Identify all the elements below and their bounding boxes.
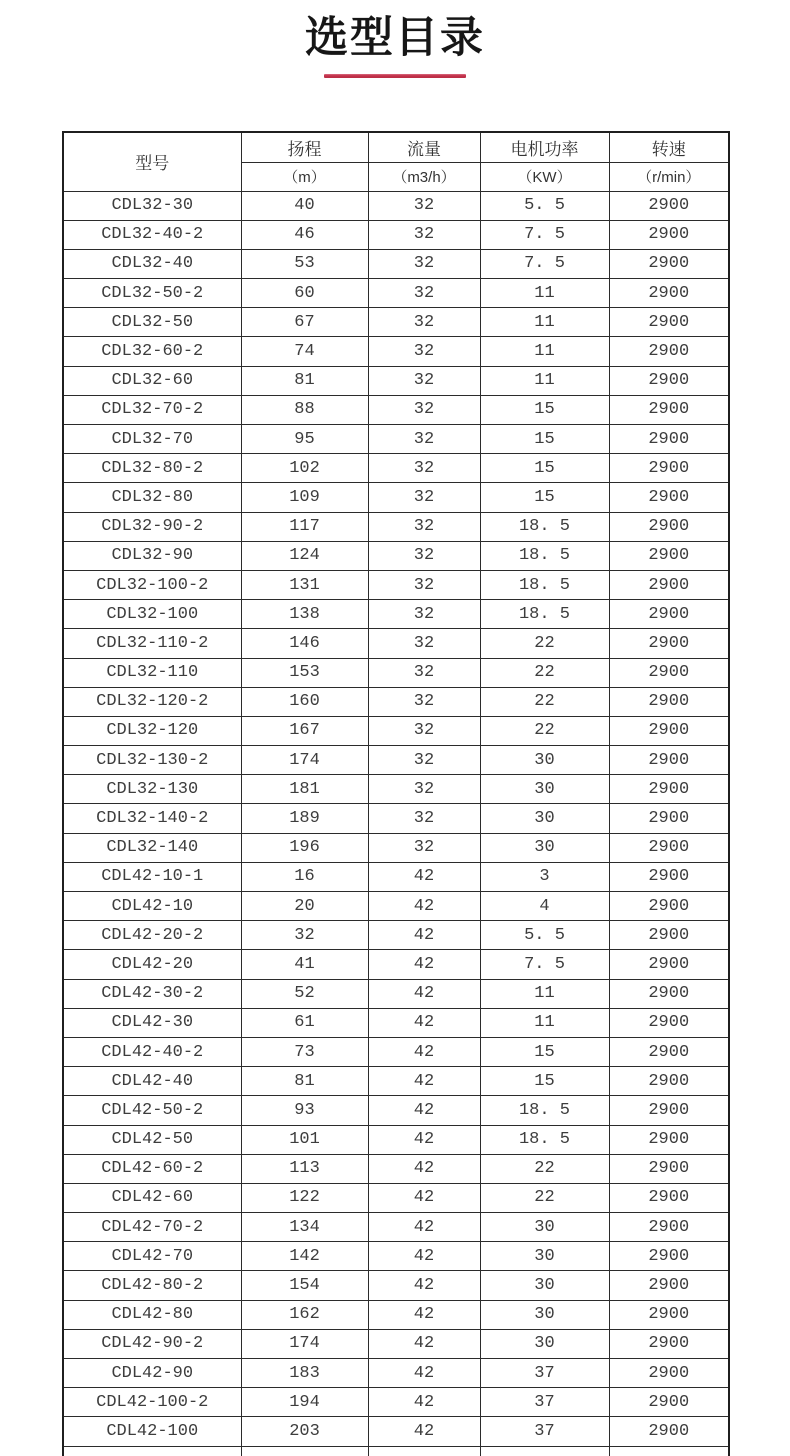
table-row: [63, 658, 729, 687]
cell-head: 95: [241, 425, 368, 454]
cell-speed: 2900: [609, 1417, 729, 1446]
table-row: [63, 1037, 729, 1066]
cell-power: 22: [480, 687, 609, 716]
cell-speed: 2900: [609, 1008, 729, 1037]
cell-power: 15: [480, 483, 609, 512]
cell-head: 93: [241, 1096, 368, 1125]
cell-head: 73: [241, 1037, 368, 1066]
cell-speed: 2900: [609, 804, 729, 833]
cell-model: CDL32-70-2: [63, 395, 241, 424]
cell-model: CDL32-50: [63, 308, 241, 337]
table-row: [63, 541, 729, 570]
table-row: [63, 1359, 729, 1388]
cell-model: CDL32-60: [63, 366, 241, 395]
page-title: 选型目录: [305, 14, 485, 62]
cell-flow: [368, 1446, 480, 1456]
cell-head: 194: [241, 1388, 368, 1417]
cell-power: 30: [480, 775, 609, 804]
cell-flow: 32: [368, 279, 480, 308]
cell-model: CDL32-90-2: [63, 512, 241, 541]
cell-flow: 42: [368, 1067, 480, 1096]
cell-head: 52: [241, 979, 368, 1008]
cell-power: 37: [480, 1388, 609, 1417]
cell-speed: 2900: [609, 454, 729, 483]
cell-speed: 2900: [609, 1359, 729, 1388]
cell-head: 153: [241, 658, 368, 687]
cell-head: 113: [241, 1154, 368, 1183]
cell-flow: 32: [368, 425, 480, 454]
table-row: [63, 454, 729, 483]
cell-speed: 2900: [609, 308, 729, 337]
cell-head: 20: [241, 892, 368, 921]
cell-head: 131: [241, 570, 368, 599]
cell-speed: 2900: [609, 1154, 729, 1183]
cell-flow: 32: [368, 658, 480, 687]
cell-head: 109: [241, 483, 368, 512]
cell-head: 124: [241, 541, 368, 570]
cell-model: CDL32-60-2: [63, 337, 241, 366]
col-header-power: 电机功率: [480, 132, 609, 162]
table-row: [63, 366, 729, 395]
cell-speed: 2900: [609, 249, 729, 278]
cell-flow: 42: [368, 1125, 480, 1154]
cell-speed: 2900: [609, 279, 729, 308]
cell-flow: 42: [368, 1359, 480, 1388]
cell-power: 11: [480, 279, 609, 308]
cell-speed: 2900: [609, 1388, 729, 1417]
cell-head: 160: [241, 687, 368, 716]
cell-power: 22: [480, 1154, 609, 1183]
table-row: [63, 833, 729, 862]
cell-power: 11: [480, 979, 609, 1008]
cell-head: 196: [241, 833, 368, 862]
cell-power: 11: [480, 366, 609, 395]
cell-speed: 2900: [609, 1067, 729, 1096]
cell-speed: 2900: [609, 716, 729, 745]
table-body: [63, 191, 729, 1456]
cell-speed: 2900: [609, 687, 729, 716]
cell-speed: 2900: [609, 366, 729, 395]
cell-speed: 2900: [609, 1300, 729, 1329]
cell-head: 102: [241, 454, 368, 483]
table-row: [63, 1096, 729, 1125]
cell-speed: 2900: [609, 220, 729, 249]
cell-power: 30: [480, 1271, 609, 1300]
table-row: [63, 1213, 729, 1242]
cell-flow: 32: [368, 600, 480, 629]
cell-speed: 2900: [609, 483, 729, 512]
cell-power: 4: [480, 892, 609, 921]
table-row: [63, 716, 729, 745]
cell-flow: 42: [368, 1388, 480, 1417]
cell-power: 15: [480, 425, 609, 454]
cell-power: 15: [480, 395, 609, 424]
table-row: [63, 1388, 729, 1417]
cell-speed: 2900: [609, 1271, 729, 1300]
cell-head: 53: [241, 249, 368, 278]
cell-power: 11: [480, 337, 609, 366]
cell-model: CDL42-50-2: [63, 1096, 241, 1125]
cell-speed: 2900: [609, 775, 729, 804]
table-row: [63, 892, 729, 921]
cell-speed: 2900: [609, 1329, 729, 1358]
table-row: [63, 746, 729, 775]
cell-flow: 42: [368, 892, 480, 921]
cell-flow: 42: [368, 1300, 480, 1329]
cell-power: 30: [480, 1300, 609, 1329]
cell-speed: 2900: [609, 425, 729, 454]
cell-power: 3: [480, 862, 609, 891]
cell-power: 22: [480, 658, 609, 687]
cell-head: 167: [241, 716, 368, 745]
cell-flow: 42: [368, 1271, 480, 1300]
cell-power: 22: [480, 1183, 609, 1212]
cell-flow: 42: [368, 1417, 480, 1446]
cell-flow: 32: [368, 541, 480, 570]
table-row: [63, 1242, 729, 1271]
cell-model: CDL42-70: [63, 1242, 241, 1271]
cell-flow: 32: [368, 454, 480, 483]
cell-power: 15: [480, 1067, 609, 1096]
cell-model: CDL32-140-2: [63, 804, 241, 833]
cell-power: 11: [480, 308, 609, 337]
cell-speed: [609, 1446, 729, 1456]
col-header-flow: 流量: [368, 132, 480, 162]
cell-flow: 32: [368, 833, 480, 862]
cell-power: 30: [480, 746, 609, 775]
selection-table: [62, 131, 730, 1456]
cell-power: 11: [480, 1008, 609, 1037]
cell-model: CDL42-10-1: [63, 862, 241, 891]
cell-model: CDL42-100: [63, 1417, 241, 1446]
cell-head: 134: [241, 1213, 368, 1242]
cell-speed: 2900: [609, 979, 729, 1008]
cell-power: 15: [480, 1037, 609, 1066]
cell-power: 7. 5: [480, 950, 609, 979]
cell-model: CDL32-100-2: [63, 570, 241, 599]
table-row: [63, 1271, 729, 1300]
cell-power: 18. 5: [480, 570, 609, 599]
cell-head: 32: [241, 921, 368, 950]
cell-head: 203: [241, 1417, 368, 1446]
cell-model: CDL42-20-2: [63, 921, 241, 950]
cell-flow: 42: [368, 1242, 480, 1271]
cell-speed: 2900: [609, 921, 729, 950]
cell-power: 18. 5: [480, 1125, 609, 1154]
table-row: [63, 308, 729, 337]
table-row: [63, 1067, 729, 1096]
cell-speed: 2900: [609, 746, 729, 775]
cell-model: CDL42-80-2: [63, 1271, 241, 1300]
cell-power: 22: [480, 629, 609, 658]
table-row: [63, 483, 729, 512]
cell-head: 81: [241, 1067, 368, 1096]
cell-flow: 32: [368, 483, 480, 512]
cell-flow: 42: [368, 979, 480, 1008]
cell-head: 81: [241, 366, 368, 395]
cell-speed: 2900: [609, 191, 729, 220]
cell-power: 5. 5: [480, 921, 609, 950]
table-row: [63, 512, 729, 541]
cell-flow: 32: [368, 395, 480, 424]
cell-head: [241, 1446, 368, 1456]
cell-power: 15: [480, 454, 609, 483]
cell-head: 67: [241, 308, 368, 337]
cell-flow: 42: [368, 921, 480, 950]
cell-head: 154: [241, 1271, 368, 1300]
cell-flow: 32: [368, 716, 480, 745]
table-header: [63, 132, 729, 191]
cell-flow: 32: [368, 249, 480, 278]
table-row: [63, 570, 729, 599]
page-header: [0, 0, 790, 78]
cell-model: CDL32-80: [63, 483, 241, 512]
cell-flow: 32: [368, 512, 480, 541]
cell-speed: 2900: [609, 629, 729, 658]
header-row-labels: [63, 132, 729, 162]
cell-flow: 32: [368, 687, 480, 716]
cell-flow: 32: [368, 629, 480, 658]
cell-head: 74: [241, 337, 368, 366]
cell-power: 37: [480, 1417, 609, 1446]
cell-head: 61: [241, 1008, 368, 1037]
cell-flow: 32: [368, 191, 480, 220]
cell-speed: 2900: [609, 1125, 729, 1154]
table-row: [63, 220, 729, 249]
cell-power: 37: [480, 1359, 609, 1388]
cell-speed: 2900: [609, 337, 729, 366]
cell-model: CDL42-70-2: [63, 1213, 241, 1242]
cell-flow: 42: [368, 1329, 480, 1358]
cell-flow: 42: [368, 1008, 480, 1037]
cell-model: CDL32-80-2: [63, 454, 241, 483]
cell-model: CDL42-20: [63, 950, 241, 979]
cell-model: CDL42-30-2: [63, 979, 241, 1008]
col-unit-flow: （m3/h）: [368, 162, 480, 191]
cell-flow: 42: [368, 1096, 480, 1125]
table-row: [63, 950, 729, 979]
table-row: [63, 979, 729, 1008]
cell-head: 142: [241, 1242, 368, 1271]
cell-head: 40: [241, 191, 368, 220]
cell-speed: 2900: [609, 950, 729, 979]
cell-speed: 2900: [609, 892, 729, 921]
col-header-model: 型号: [63, 132, 241, 191]
cell-model: CDL42-10: [63, 892, 241, 921]
table-row: [63, 425, 729, 454]
cell-power: 30: [480, 1213, 609, 1242]
cell-speed: 2900: [609, 1242, 729, 1271]
cell-model: CDL42-90: [63, 1359, 241, 1388]
cell-flow: 32: [368, 308, 480, 337]
cell-flow: 42: [368, 1183, 480, 1212]
cell-speed: 2900: [609, 862, 729, 891]
table-row: [63, 629, 729, 658]
cell-power: 7. 5: [480, 220, 609, 249]
cell-head: 16: [241, 862, 368, 891]
cell-model: CDL42-90-2: [63, 1329, 241, 1358]
table-row-partial: [63, 1446, 729, 1456]
table-row: [63, 862, 729, 891]
cell-model: CDL32-70: [63, 425, 241, 454]
cell-power: 7. 5: [480, 249, 609, 278]
cell-head: 138: [241, 600, 368, 629]
col-header-speed: 转速: [609, 132, 729, 162]
cell-model: CDL42-40-2: [63, 1037, 241, 1066]
cell-speed: 2900: [609, 512, 729, 541]
title-underline: [324, 74, 466, 78]
cell-model: CDL32-120-2: [63, 687, 241, 716]
cell-model: CDL42-60: [63, 1183, 241, 1212]
cell-head: 174: [241, 1329, 368, 1358]
cell-speed: 2900: [609, 1183, 729, 1212]
cell-power: 30: [480, 1329, 609, 1358]
cell-head: 101: [241, 1125, 368, 1154]
col-header-head: 扬程: [241, 132, 368, 162]
cell-head: 162: [241, 1300, 368, 1329]
table-row: [63, 1154, 729, 1183]
cell-model: CDL32-40-2: [63, 220, 241, 249]
cell-head: 41: [241, 950, 368, 979]
cell-speed: 2900: [609, 1213, 729, 1242]
cell-model: [63, 1446, 241, 1456]
cell-head: 117: [241, 512, 368, 541]
cell-power: [480, 1446, 609, 1456]
cell-speed: 2900: [609, 570, 729, 599]
cell-head: 122: [241, 1183, 368, 1212]
cell-head: 174: [241, 746, 368, 775]
table-row: [63, 191, 729, 220]
cell-model: CDL42-60-2: [63, 1154, 241, 1183]
cell-power: 30: [480, 1242, 609, 1271]
cell-power: 30: [480, 833, 609, 862]
col-unit-head: （m）: [241, 162, 368, 191]
cell-model: CDL32-110: [63, 658, 241, 687]
table-row: [63, 1125, 729, 1154]
table-row: [63, 1008, 729, 1037]
cell-power: 18. 5: [480, 1096, 609, 1125]
table-row: [63, 804, 729, 833]
table-row: [63, 775, 729, 804]
cell-model: CDL32-120: [63, 716, 241, 745]
cell-power: 5. 5: [480, 191, 609, 220]
cell-speed: 2900: [609, 1037, 729, 1066]
table-row: [63, 1417, 729, 1446]
cell-power: 18. 5: [480, 600, 609, 629]
cell-model: CDL42-40: [63, 1067, 241, 1096]
table-row: [63, 249, 729, 278]
cell-model: CDL32-110-2: [63, 629, 241, 658]
cell-flow: 42: [368, 1037, 480, 1066]
table-row: [63, 395, 729, 424]
cell-model: CDL32-90: [63, 541, 241, 570]
table-row: [63, 1183, 729, 1212]
cell-flow: 42: [368, 1213, 480, 1242]
table-row: [63, 921, 729, 950]
cell-model: CDL32-140: [63, 833, 241, 862]
table-row: [63, 1300, 729, 1329]
cell-power: 18. 5: [480, 512, 609, 541]
table-row: [63, 600, 729, 629]
cell-flow: 42: [368, 1154, 480, 1183]
cell-model: CDL32-50-2: [63, 279, 241, 308]
cell-model: CDL42-80: [63, 1300, 241, 1329]
cell-head: 181: [241, 775, 368, 804]
cell-model: CDL42-100-2: [63, 1388, 241, 1417]
cell-power: 30: [480, 804, 609, 833]
cell-model: CDL32-130-2: [63, 746, 241, 775]
cell-model: CDL32-100: [63, 600, 241, 629]
cell-speed: 2900: [609, 600, 729, 629]
selection-catalog: [62, 131, 728, 1456]
cell-model: CDL32-30: [63, 191, 241, 220]
cell-head: 46: [241, 220, 368, 249]
cell-flow: 42: [368, 950, 480, 979]
table-row: [63, 337, 729, 366]
cell-speed: 2900: [609, 658, 729, 687]
cell-flow: 32: [368, 220, 480, 249]
cell-flow: 32: [368, 804, 480, 833]
table-row: [63, 1329, 729, 1358]
col-unit-speed: （r/min）: [609, 162, 729, 191]
cell-speed: 2900: [609, 541, 729, 570]
cell-power: 22: [480, 716, 609, 745]
cell-power: 18. 5: [480, 541, 609, 570]
cell-flow: 42: [368, 862, 480, 891]
cell-flow: 32: [368, 746, 480, 775]
cell-flow: 32: [368, 570, 480, 599]
cell-flow: 32: [368, 366, 480, 395]
cell-flow: 32: [368, 775, 480, 804]
col-unit-power: （KW）: [480, 162, 609, 191]
cell-speed: 2900: [609, 395, 729, 424]
cell-head: 189: [241, 804, 368, 833]
cell-flow: 32: [368, 337, 480, 366]
table-row: [63, 279, 729, 308]
cell-head: 60: [241, 279, 368, 308]
cell-head: 146: [241, 629, 368, 658]
cell-speed: 2900: [609, 833, 729, 862]
cell-model: CDL42-50: [63, 1125, 241, 1154]
table-row: [63, 687, 729, 716]
cell-model: CDL32-40: [63, 249, 241, 278]
cell-head: 88: [241, 395, 368, 424]
cell-head: 183: [241, 1359, 368, 1388]
cell-model: CDL32-130: [63, 775, 241, 804]
cell-speed: 2900: [609, 1096, 729, 1125]
cell-model: CDL42-30: [63, 1008, 241, 1037]
